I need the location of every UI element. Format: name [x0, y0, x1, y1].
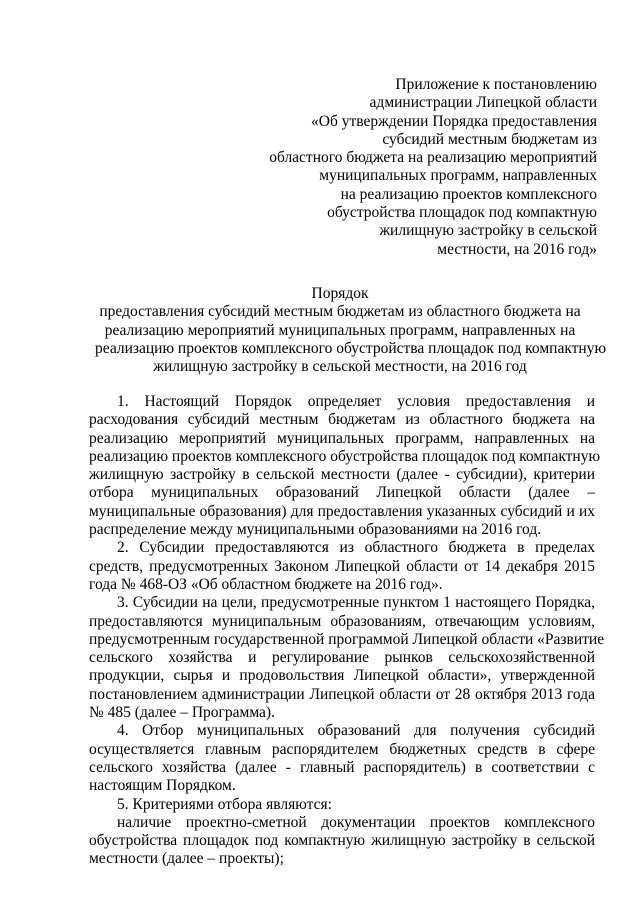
appendix-line: муниципальных программ, направленных [319, 167, 597, 185]
appendix-line: «Об утверждении Порядка предоставления [311, 112, 597, 130]
paragraph-line: реализацию проектов комплексного обустройства площадок под компактную [89, 447, 601, 465]
paragraph-line: 3. Субсидии на цели, предусмотренные пунктом 1 настоящего Порядка, [117, 594, 595, 612]
appendix-line: областного бюджета на реализацию мероприятий [269, 149, 597, 167]
paragraph-line: сельского хозяйства (далее - главный распорядитель) в соответствии с [89, 758, 595, 776]
paragraph-line: 1. Настоящий Порядок определяет условия предоставления и [117, 393, 595, 410]
paragraph-line: года № 468-ОЗ «Об областном бюджете на 2016 год». [89, 575, 443, 593]
paragraph-line: настоящим Порядком. [89, 777, 236, 795]
paragraph-line: сельского хозяйства и регулирование рынков сельскохозяйственной [89, 649, 595, 667]
paragraph-3 [89, 594, 605, 722]
paragraph-line: 5. Критериями отбора являются: [117, 795, 332, 813]
paragraph-line: осуществляется главным распорядителем бюджетных средств в сфере [89, 740, 595, 758]
appendix-line: жилищную застройку в сельской [379, 222, 597, 240]
paragraph-line: 2. Субсидии предоставляются из областного бюджета в пределах [117, 539, 595, 557]
paragraph-line: муниципальные образования) для предоставления указанных субсидий и их [89, 502, 595, 520]
appendix-header [237, 76, 597, 259]
appendix-line: администрации Липецкой области [369, 94, 597, 112]
appendix-line: на реализацию проектов комплексного [340, 185, 597, 203]
paragraph-line: местности (далее – проекты); [89, 850, 284, 868]
document-body [89, 393, 605, 869]
paragraph-line: жилищную застройку в сельской местности (далее - субсидии), критерии [89, 466, 595, 484]
paragraph-line: отбора муниципальных образований Липецкой области (далее – [89, 484, 595, 502]
paragraph-line: предоставляются муниципальным образованиям, отвечающим условиям, [89, 612, 595, 630]
appendix-line: местности, на 2016 год» [437, 240, 597, 258]
title-line: реализацию проектов комплексного обустройства площадок под компактную [95, 339, 607, 357]
appendix-line: Приложение к постановлению [395, 76, 597, 93]
paragraph-5 [89, 796, 595, 814]
document-title [95, 285, 607, 376]
paragraph-line: предусмотренным государственной программой Липецкой области «Развитие [89, 630, 605, 648]
paragraph-line: расходования субсидий местным бюджетам из областного бюджета на [89, 411, 595, 429]
title-line: предоставления субсидий местным бюджетам из областного бюджета на [99, 303, 581, 321]
paragraph-line: продукции, сырья и продовольствия Липецкой области», утвержденной [89, 667, 595, 685]
paragraph-line: № 485 (далее – Программа). [89, 704, 275, 722]
paragraph-line: 4. Отбор муниципальных образований для получения субсидий [117, 722, 595, 740]
paragraph-4 [89, 722, 595, 795]
paragraph-line: распределение между муниципальными образованиями на 2016 год. [89, 521, 542, 539]
paragraph-1 [89, 393, 601, 539]
paragraph-6 [89, 814, 595, 869]
title-line: жилищную застройку в сельской местности, на 2016 год [153, 358, 527, 376]
paragraph-line: реализацию мероприятий муниципальных программ, направленных на [89, 429, 595, 447]
title-line: реализацию мероприятий муниципальных программ, направленных на [104, 321, 576, 339]
paragraph-line: средств, предусмотренных Законом Липецкой области от 14 декабря 2015 [89, 557, 595, 575]
paragraph-2 [89, 539, 595, 594]
paragraph-line: обустройства площадок под компактную жилищную застройку в сельской [89, 832, 595, 850]
title-heading: Порядок [311, 285, 369, 302]
paragraph-line: постановлением администрации Липецкой области от 28 октября 2013 года [89, 685, 595, 703]
paragraph-line: наличие проектно-сметной документации проектов комплексного [117, 813, 595, 831]
appendix-line: обустройства площадок под компактную [327, 204, 597, 222]
appendix-line: субсидий местным бюджетам из [382, 130, 597, 148]
